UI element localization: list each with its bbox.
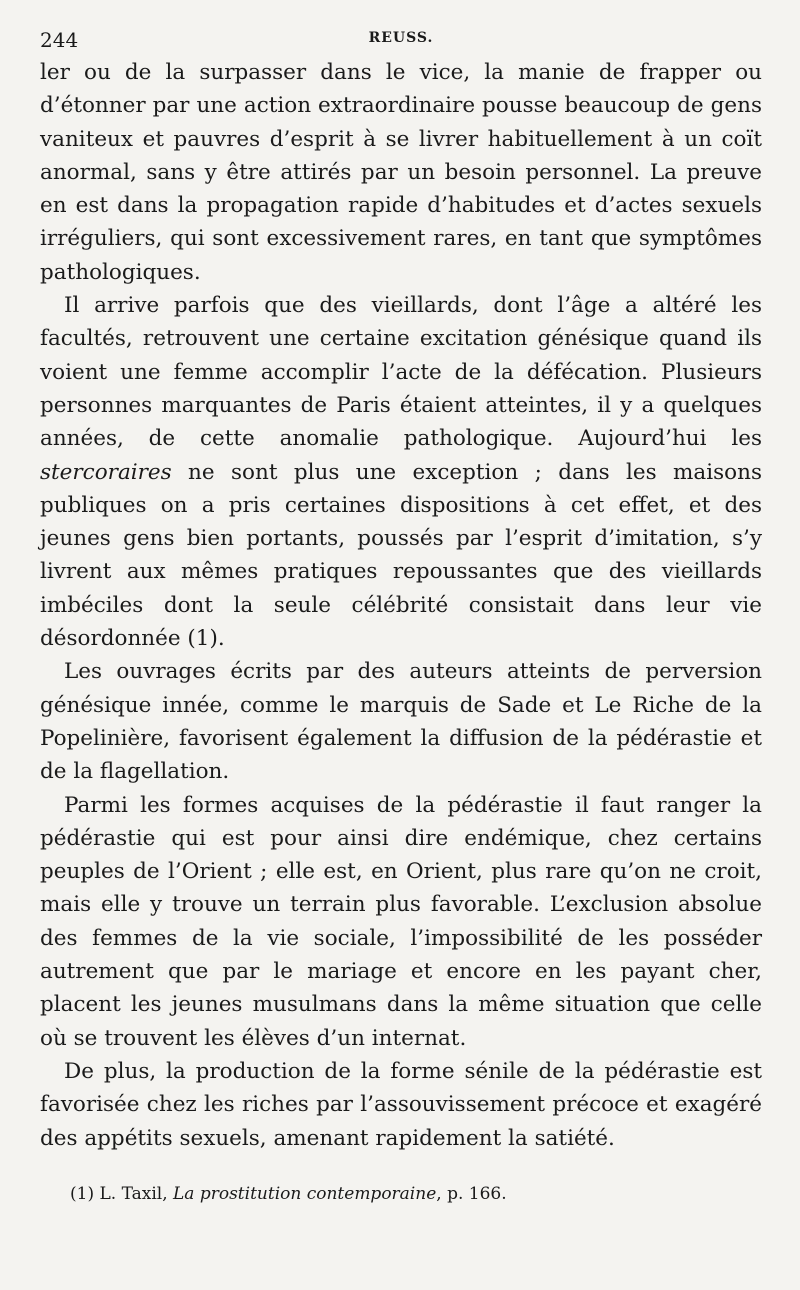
paragraph-2-text-before: Il arrive parfois que des vieillards, dont l’âge a altéré les facultés, retrouvent une certaine excitation génésique quand ils voient une femme accomplir l’acte de la défécation. Plusieurs personnes marquantes de Paris étaient atteintes, il y a quelques années, de cette anomalie pathologique. Aujourd’hui les [40, 293, 762, 452]
italic-term: stercoraires [40, 459, 172, 485]
paragraph-5: De plus, la production de la forme sénile de la pédérastie est favorisée chez les riches par l’assouvissement précoce et exagéré des appétits sexuels, amenant rapidement la satiété. [40, 1058, 762, 1151]
book-page [40, 18, 762, 1268]
footnote [40, 1181, 762, 1207]
footnote-marker: (1) L. Taxil, [70, 1183, 168, 1204]
footnote-page: , p. 166. [436, 1183, 507, 1204]
paragraph-2-text-after: ne sont plus une exception ; dans les maisons publiques on a pris certaines dispositions à cet effet, et des jeunes gens bien portants, poussés par l’esprit d’imitation, s’y livrent aux mêmes pratiques repoussantes que des vieillards imbéciles dont la seule célébrité consistait dans leur vie désordonnée (1). [40, 459, 762, 652]
running-head: REUSS. [368, 30, 434, 46]
body-text [40, 56, 762, 1155]
paragraph-2 [40, 289, 762, 655]
paragraph-3: Les ouvrages écrits par des auteurs atteints de perversion génésique innée, comme le marquis de Sade et Le Riche de la Popelinière, favorisent également la diffusion de la pédérastie et de la flagellation. [40, 659, 762, 785]
paragraph-4: Parmi les formes acquises de la pédérastie il faut ranger la pédérastie qui est pour ainsi dire endémique, chez certains peuples de l’Orient ; elle est, en Orient, plus rare qu’on ne croit, mais elle y trouve un terrain plus favorable. L’exclusion absolue des femmes de la vie sociale, l’impossibilité de les posséder autrement que par le mariage et encore en les payant cher, placent les jeunes musulmans dans la même situation que celle où se trouvent les élèves d’un internat. [40, 792, 762, 1051]
page-number: 244 [40, 28, 79, 52]
page-header [40, 18, 762, 56]
footnote-title: La prostitution contemporaine [173, 1183, 437, 1204]
paragraph-1: ler ou de la surpasser dans le vice, la manie de frapper ou d’étonner par une action extraordinaire pousse beaucoup de gens vaniteux et pauvres d’esprit à se livrer habituellement à un coït anormal, sans y être attirés par un besoin personnel. La preuve en est dans la propagation rapide d’habitudes et d’actes sexuels irréguliers, qui sont excessivement rares, en tant que symptômes pathologiques. [40, 60, 762, 285]
